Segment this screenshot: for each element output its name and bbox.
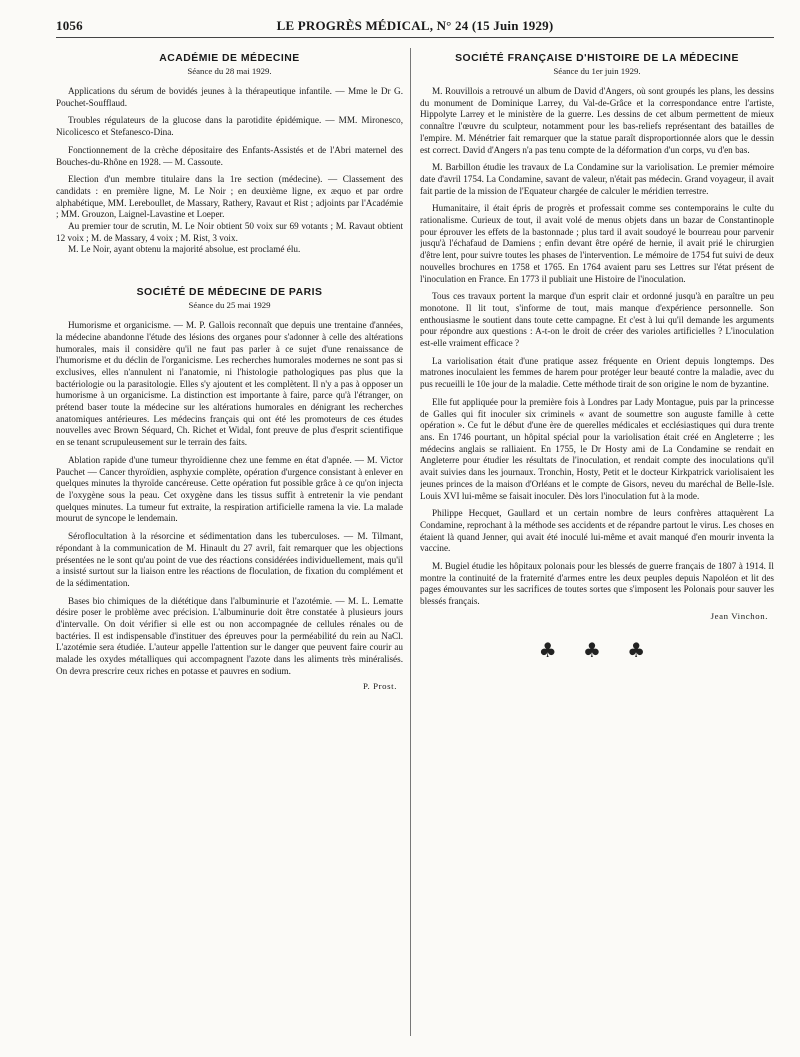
article-paragraph: Bases bio chimiques de la diététique dans l'albuminurie et l'azotémie. — M. L. Lematte désire poser le problème avec précision. L'albuminurie doit être constatée à plusieurs jours d'intervalle. On doit vérifier si elle est ou non accompagnée de cellules rénales ou de bactéries. Il est indispensable d'instituer des épreuves pour la perméabilité du rein au NaCl. L'azotémie sera étudiée. L'auteur appelle l'attention sur le danger que peuvent faire courir au malade les oxydes métalliques qui accompagnent l'azote dans les aliments très minéralisés. On devra prescrire ceux riches en potasse et pauvres en sodium. — [56, 595, 403, 676]
left-column — [56, 46, 403, 1046]
article-paragraph: Tous ces travaux portent la marque d'un esprit clair et ordonné jusqu'à en paraître un peu monotone. Il lit tout, s'informe de tout, mais manque d'expérience personnelle. Son enthousiasme le soutient dans toute cette campagne. Et c'est à lui qu'il demande les arguments pour répondre aux questions : A-t-on le droit de créer des varioles artificielles ? L'inoculation est-elle vraiment efficace ? — [420, 291, 774, 349]
section-title-societe-paris: SOCIÉTÉ DE MÉDECINE DE PARIS — [136, 287, 323, 299]
article-paragraph: Applications du sérum de bovidés jeunes à la thérapeutique infantile. — Mme le Dr G. Pouchet-Soufflaud. — [56, 86, 403, 108]
article-paragraph: M. Barbillon étudie les travaux de La Condamine sur la variolisation. Le premier mémoire date d'avril 1754. La Condamine, savant de valeur, n'était pas médecin. Grand voyageur, il avait fait partie de la mission de l'Equateur chargée de calculer le méridien terrestre. — [420, 162, 774, 196]
section-title-academie: ACADÉMIE DE MÉDECINE — [159, 53, 300, 64]
article-paragraph: Humanitaire, il était épris de progrès et professait comme ses contemporains le culte du rationalisme. Curieux de tout, il avait volé de menus objets dans un bazar de Constantinople pour éprouver les effets de la bastonnade ; plus tard il avait soudoyé le bourreau pour parvenir jusqu'à l'échafaud de Damiens ; enfin devant être opéré de hernie, il avait prié le chirurgien d'être lent, pour suivre toutes les phases de l'intervention. Le mémoire de 1754 fut suivi de deux nouvelles brochures en 1758 et 1765. En 1764 avaient paru ses Lettres sur l'état présent de l'inoculation en France. En 1773 il publiait une Histoire de l'inoculation. — [420, 203, 774, 284]
article-paragraph: Troubles régulateurs de la glucose dans la parotidite épidémique. — MM. Mironesco, Nicolicesco et Stefanesco-Dina. — [56, 115, 403, 138]
seance-date: Séance du 1er juin 1929. — [553, 66, 641, 76]
running-header — [56, 17, 774, 38]
article-paragraph: Election d'un membre titulaire dans la 1re section (médecine). — Classement des candidats : en première ligne, M. Le Noir ; en deuxième ligne, ex æquo et par ordre alphabétique, MM. Lereboullet, de Massary, Rathery, Ravaut et Rist ; adjoints par l'Académie ; MM. Grouzon, Laignel-Lavastine et Loeper. — [56, 174, 403, 220]
article-paragraph: Séroflocultation à la résorcine et sédimentation dans les tuberculoses. — M. Tilmant, répondant à la communication de M. Hinault du 27 avril, fait remarquer que les objections présentées ne le sont qu'au point de vue des réactions considérées individuellement, mais qu'il a insisté surtout sur la liaison entre les réactions de floculation, de fixation du complément et de la sédimentation. — [56, 531, 403, 588]
article-paragraph: M. Le Noir, ayant obtenu la majorité absolue, est proclamé élu. — [68, 244, 301, 255]
article-paragraph: La variolisation était d'une pratique assez fréquente en Orient depuis longtemps. Des matrones inoculaient les femmes de harem pour protéger leur beauté contre la maladie, avec du pus recueilli le 10e jour de la maladie. Cette méthode tirait de son origine le nom de byzantine. — [420, 355, 774, 390]
article-paragraph: Ablation rapide d'une tumeur thyroïdienne chez une femme en état d'apnée. — M. Victor Pauchet — Cancer thyroïdien, asphyxie complète, opération d'urgence consistant à enlever en quelques minutes la thyroïde cancéreuse. Cette opération fut possible grâce à ce qu'on injecta de l'oxygène sous la peau. Cet oxygène dans les tissus suffit à entretenir la vie pendant quelques minutes. La tumeur fut extraite, la respiration artificielle ramena la vie. La malade mourut de syncope le lendemain. — [56, 454, 403, 524]
journal-title: LE PROGRÈS MÉDICAL, N° 24 (15 Juin 1929) — [276, 18, 554, 33]
article-paragraph: M. Bugiel étudie les hôpitaux polonais pour les blessés de guerre français de 1807 à 1914. Il montre la continuité de la fraternité d'armes entre les deux peuples depuis Napoléon et lit des pages émouvantes sur les sacrifices de toutes sortes que s'imposent les Polonais pour sauver les blessés français. — [420, 561, 774, 607]
article-paragraph: Elle fut appliquée pour la première fois à Londres par Lady Montague, puis par la princesse de Galles qui fit inoculer six criminels « avant de soumettre son auguste famille à cette opération ». Ce fut le début d'une ère de querelles médicales et ecclésiastiques qui dura trente ans. En 1746 pourtant, un hôpital spécial pour la variolisation était créé en Angleterre ; les médecins anglais se ralliaient. En 1755, le Dr Hosty ami de La Condamine se rendait en Angleterre pour étudier les résultats de l'inoculation, et rendait compte des inoculations qu'il avait suivies dans les journaux. Tronchin, Hosty, Petit et le docteur Kirkpatrick variolisaient les jeunes princes de la maison d'Orléans et le compte de Gisors, neveu du maréchal de Belle-Isle. Louis XVI lui-même se faisait inoculer. Dès lors l'inoculation fut à la mode. — [420, 396, 774, 501]
section-title-histoire: SOCIÉTÉ FRANÇAISE D'HISTOIRE DE LA MÉDECINE — [455, 53, 739, 64]
section-spacer — [56, 262, 403, 280]
article-paragraph: Philippe Hecquet, Gaullard et un certain nombre de leurs confrères attaquèrent La Condamine, reprochant à la méthode ses accidents et de répandre partout le virus. Les choses en étaient là quand Jenner, qui avait été inoculé lui-même et avait manqué d'en mourir inventa la vaccine. — [420, 508, 774, 554]
column-divider — [410, 48, 411, 1036]
author-signature: Jean Vinchon. — [710, 610, 768, 621]
article-paragraph: Au premier tour de scrutin, M. Le Noir obtient 50 voix sur 69 votants ; M. Ravaut obtient 12 voix ; M. de Massary, 4 voix ; M. Rist, 3 voix. — [56, 221, 403, 243]
ornament-clubs: ♣ ♣ ♣ — [538, 637, 656, 662]
article-paragraph: Fonctionnement de la crèche dépositaire des Enfants-Assistés et de l'Abri maternel des Bouches-du-Rhône en 1928. — M. Cassoute. — [56, 144, 403, 167]
article-paragraph: M. Rouvillois a retrouvé un album de David d'Angers, où sont groupés les plans, les dessins du monument de Dominique Larrey, du Val-de-Grâce et la correspondance entre l'artiste, Hippolyte Larrey et le ministère de la guerre. Les dessins de cet album permettent de mieux connaître l'œuvre du sculpteur, notamment pour les bas-reliefs représentant des batailles de l'empire. M. Ménétrier fait remarquer que la statue paraît disproportionnée alors que le dessin est correct. David d'Angers n'a pas tenu compte de la déformation d'un corps, vu d'en bas. — [420, 86, 774, 155]
page-number: 1056 — [56, 18, 83, 33]
seance-date: Séance du 25 mai 1929 — [188, 300, 271, 311]
seance-date: Séance du 28 mai 1929. — [187, 66, 272, 76]
author-signature: P. Prost. — [362, 680, 397, 691]
right-column — [420, 46, 774, 1046]
article-paragraph: Humorisme et organicisme. — M. P. Gallois reconnaît que depuis une trentaine d'années, la médecine abandonne l'étude des lésions des organes pour s'adonner à celle des altérations humorales, mais il considère qu'il ne faut pas parler à ce sujet d'une renaissance de l'humorisme et du déclin de l'organicisme. Les recherches humorales modernes ne sont pas si exclusives, elles n'annulent ni l'anatomie, ni l'histologie pathologiques pas plus que la bactériologie ou la parasitologie. Elles s'y ajoutent et les complètent. Il n'y a pas à opposer un humorisme à un organicisme. La distinction est importante à faire, parce qu'à l'étranger, on prétend baser toute la médecine sur les altérations humorales en dénigrant les recherches anatomiques antérieures. Les médecins français qui ont été les promoteurs de ces études nouvelles avec Brown Séquard, Ch. Richet et Widal, font preuve de plus d'esprit scientifique en se tenant scrupuleusement sur le terrain des faits. — [56, 320, 403, 448]
